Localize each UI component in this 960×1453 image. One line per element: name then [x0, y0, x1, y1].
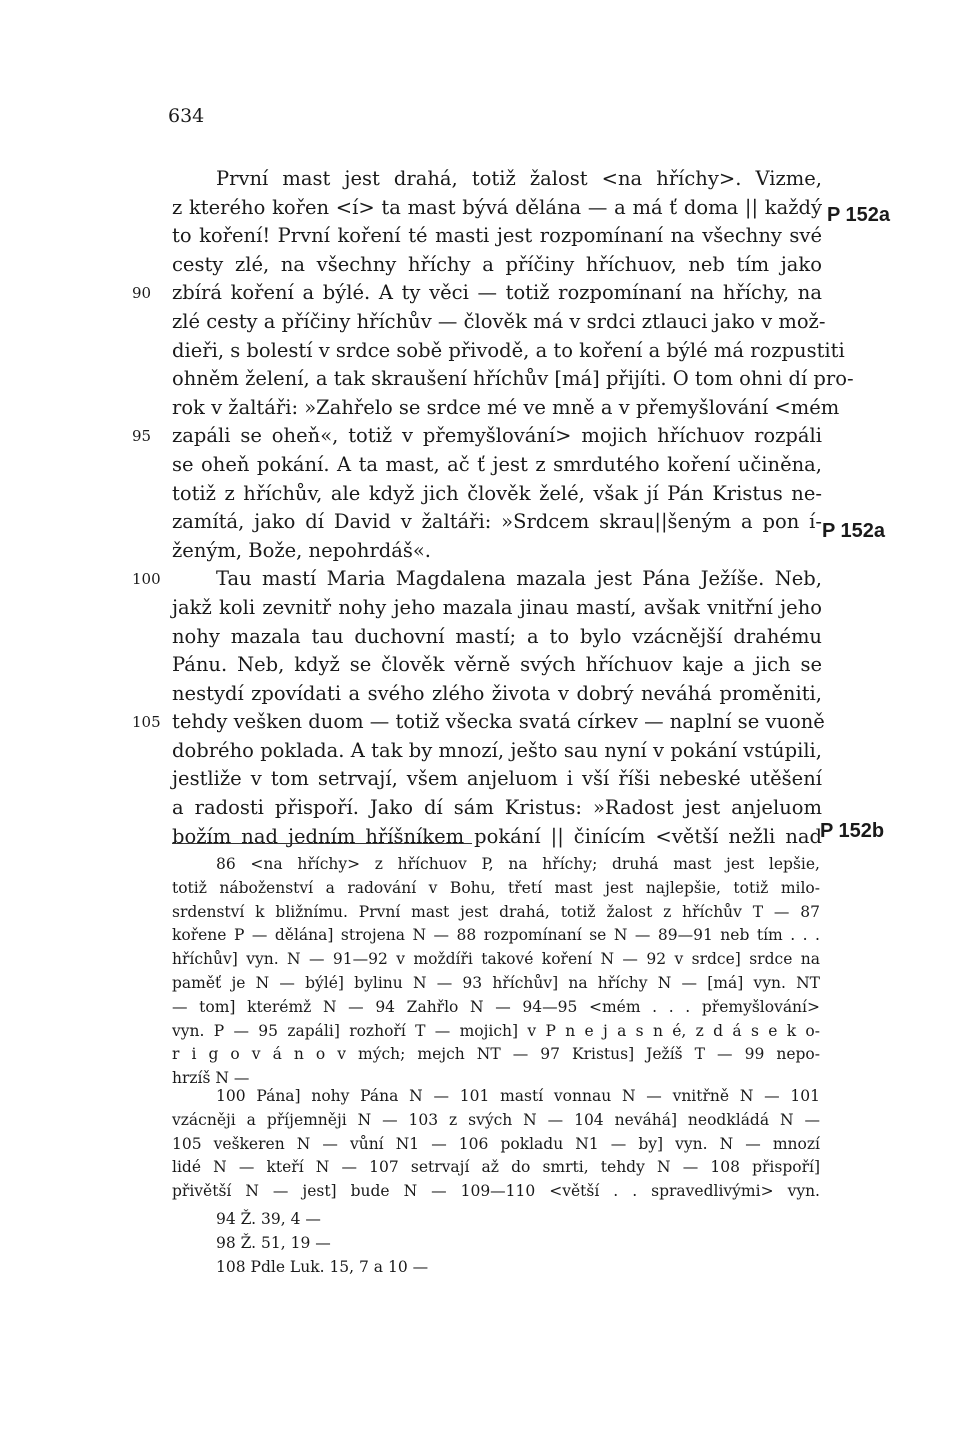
apparatus-line: totiž náboženství a radování v Bohu, třetí mast jest najlepšie, totiž milo- [172, 878, 820, 897]
apparatus-line: hříchův] vyn. N — 91—92 v moždíři takové koření N — 92 v srdce] srdce na [172, 950, 820, 969]
line-number: 100 [132, 570, 161, 589]
variant-apparatus-continued [172, 1085, 820, 1204]
text-line: První mast jest drahá, totiž žalost <na hříchy>. Vizme, [216, 167, 822, 190]
apparatus-line: vzácněji a příjemněji N — 103 z svých N — 104 neváhá] neodkládá N — [172, 1110, 820, 1129]
apparatus-line: hrzíš N — [172, 1069, 250, 1088]
text-line-wrap [132, 565, 822, 594]
text-line: zlé cesty a příčiny hříchův — člověk má v srdci ztlauci jako v mož- [172, 309, 826, 333]
text-line: tehdy vešken duom — totiž všecka svatá církev — naplní se vuoně [172, 710, 825, 734]
source-line: 108 Pdle Luk. 15, 7 a 10 — [216, 1257, 429, 1276]
text-line-wrap [132, 422, 822, 451]
apparatus-line: vyn. P — 95 zapáli] rozhoří T — mojich] v P n e j a s n é, z d á s e k o- [172, 1021, 820, 1040]
text-line: z kterého kořen <í> ta mast bývá dělána — a má ť doma || každý [172, 195, 822, 219]
apparatus-line: r i g o v á n o v mých; mejch NT — 97 Kristus] Ježíš T — 99 nepo- [172, 1045, 820, 1064]
text-line: a radosti přispoří. Jako dí sám Kristus: »Radost jest anjeluom [172, 796, 822, 820]
text-line: jakž koli zevnitř nohy jeho mazala jinau mastí, avšak vnitřní jeho [172, 595, 822, 619]
apparatus-line: 86 <na hříchy> z hříchuov P, na hříchy; druhá mast jest lepšie, [216, 855, 820, 873]
text-line: dieři, s bolestí v srdce sobě přivodě, a to koření a býlé má rozpustiti [172, 338, 845, 362]
margin-reference: P 152a [822, 520, 886, 542]
line-number: 95 [132, 427, 152, 446]
apparatus-line: lidé N — kteří N — 107 setrvají až do smrti, tehdy N — 108 přispoří] [172, 1158, 820, 1177]
source-references [172, 1208, 820, 1279]
text-line: Tau mastí Maria Magdalena mazala jest Pána Ježíše. Neb, [216, 567, 822, 591]
text-line: zbírá koření a býlé. A ty věci — totiž rozpomínaní na hříchy, na [172, 281, 822, 305]
apparatus-line: paměť je N — býlé] bylinu N — 93 hříchův] na hříchy N — [má] vyn. NT [172, 973, 820, 992]
text-line: se oheň pokání. A ta mast, ač ť jest z smrdutého koření učiněna, [172, 452, 822, 476]
text-line: zamítá, jako dí David v žaltáři: »Srdcem skrau||šeným a pon í- [172, 510, 822, 534]
source-line: 98 Ž. 51, 19 — [216, 1233, 331, 1252]
line-number: 90 [132, 284, 152, 303]
apparatus-line: 100 Pána] nohy Pána N — 101 mastí vonnau N — vnitřně N — 101 [216, 1087, 820, 1105]
apparatus-line: kořene P — dělána] strojena N — 88 rozpomínaní se N — 89—91 neb tím . . . [172, 926, 820, 945]
text-line: jestliže v tom setrvají, všem anjeluom i vší říši nebeské utěšení [172, 767, 822, 791]
source-line: 94 Ž. 39, 4 — [216, 1210, 321, 1228]
apparatus-line: srdenství k bližnímu. První mast jest drahá, totiž žalost z hříchův T — 87 [172, 902, 820, 921]
text-line: rok v žaltáři: »Zahřelo se srdce mé ve mně a v přemyšlování <mém [172, 395, 840, 419]
text-line: to koření! První koření té masti jest rozpomínaní na všechny své [172, 224, 822, 248]
page-number: 634 [168, 105, 205, 127]
text-line-wrap [132, 279, 822, 308]
apparatus-line: přivětší N — jest] bude N — 109—110 <větší . . spravedlivými> vyn. [172, 1182, 820, 1201]
text-line: ohněm želení, a tak skraušení hříchův [má] přijíti. O tom ohni dí pro- [172, 367, 854, 391]
text-line: ženým, Bože, nepohrdáš«. [172, 538, 432, 562]
variant-apparatus [172, 853, 820, 1091]
text-line: nohy mazala tau duchovní mastí; a to bylo vzácnější drahému [172, 624, 822, 648]
apparatus-line: 105 veškeren N — vůní N1 — 106 pokladu N1 — by] vyn. N — mnozí [172, 1134, 820, 1153]
text-line: dobrého poklada. A tak by mnozí, ješto sau nyní v pokání vstúpili, [172, 738, 822, 762]
apparatus-line: — tom] kterémž N — 94 Zahřlo N — 94—95 <mém . . . přemyšlování> [172, 997, 820, 1016]
text-line: Pánu. Neb, když se člověk věrně svých hříchuov kaje a jich se [172, 653, 822, 677]
line-number: 105 [132, 713, 161, 732]
text-line: cesty zlé, na všechny hříchy a příčiny hříchuov, neb tím jako [172, 252, 822, 276]
text-line-wrap [132, 708, 825, 737]
text-line: nestydí zpovídati a svého zlého života v dobrý neváhá proměniti, [172, 681, 822, 705]
margin-reference: P 152b [820, 820, 885, 842]
apparatus-divider [172, 843, 472, 844]
text-line: božím nad jedním hříšníkem pokání || činícím <větší nežli nad [172, 824, 822, 848]
text-line: totiž z hříchův, ale když jich člověk želé, však jí Pán Kristus ne- [172, 481, 822, 505]
text-line: zapáli se oheň«, totiž v přemyšlování> mojich hříchuov rozpáli [172, 424, 822, 448]
margin-reference: P 152a [827, 204, 891, 226]
